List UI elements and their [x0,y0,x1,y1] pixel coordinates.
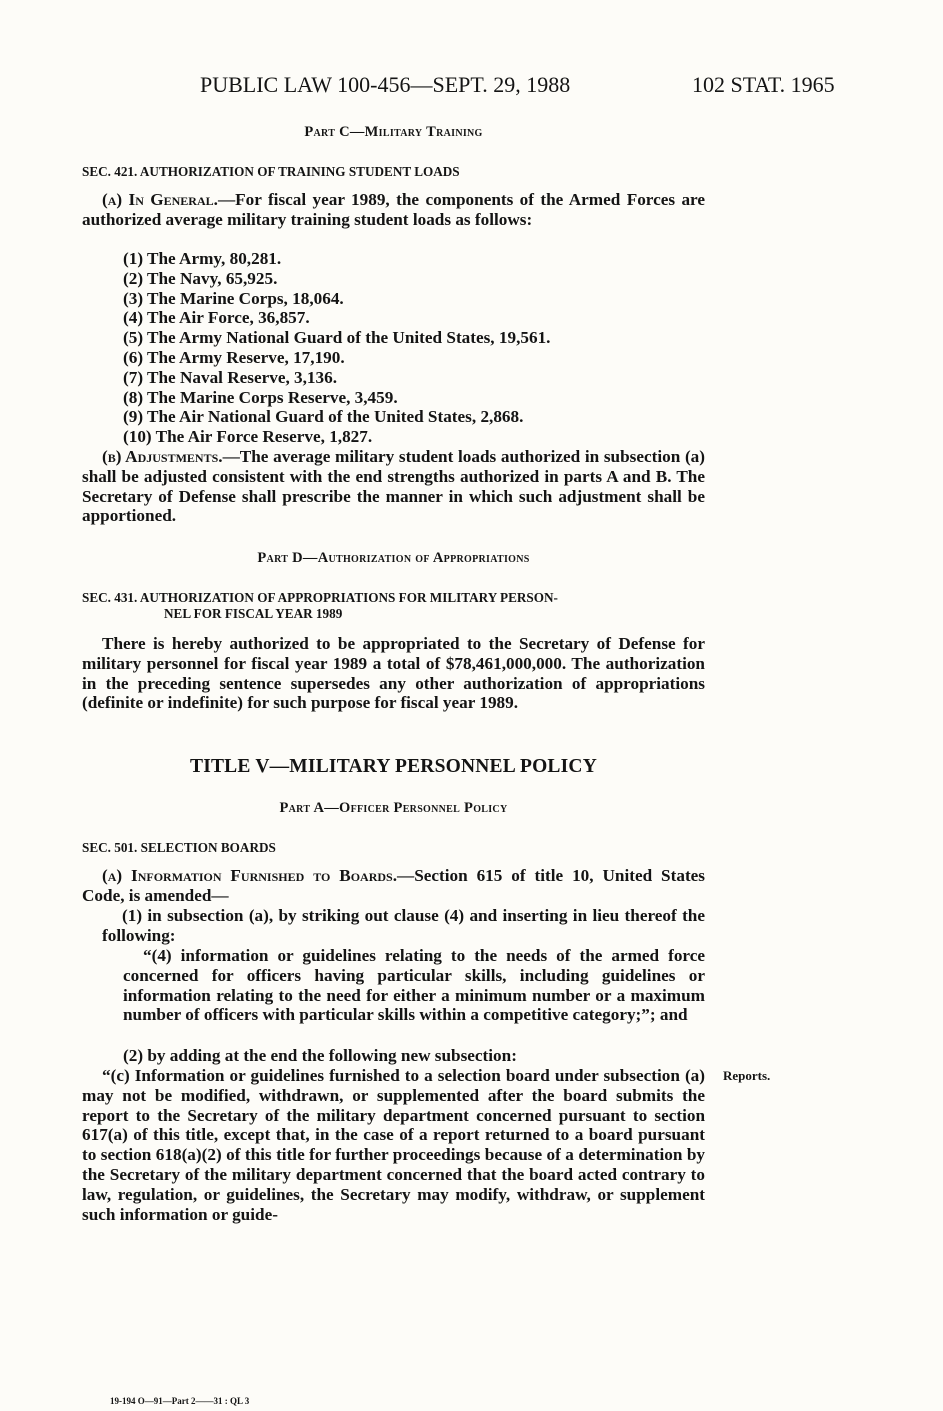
list-item: (4) The Air Force, 36,857. [123,308,310,328]
list-item: (1) The Army, 80,281. [123,249,282,268]
title-v-part-a-heading: Part A—Officer Personnel Policy [279,800,508,816]
list-item: (9) The Air National Guard of the United States, 2,868. [123,407,524,427]
part-c-heading: Part C—Military Training [304,124,483,140]
subsection-a-text: —Section 615 of title 10, United States Code, is amended— [82,866,705,905]
sec-431-paragraph: There is hereby authorized to be appropriated to the Secretary of Defense for military personnel for fiscal year 1989 a total of $78,461,000,000. The authorization in the preceding sentence supersedes any other authorization of appropriations (definite or indefinite) for such purpose for fiscal year 1989. [82,634,705,713]
list-item: (3) The Marine Corps, 18,064. [123,288,344,308]
page-stat-number: 102 STAT. 1965 [692,72,835,97]
student-loads-list [82,249,705,447]
sec-421-paragraph-b [82,447,705,526]
part-d-heading: Part D—Authorization of Appropriations [257,550,530,566]
margin-note-reports: Reports. [723,1068,771,1083]
subsection-a-label: (a) Information Furnished to Boards. [102,866,397,885]
printer-footer: 19-194 O—91—Part 2——31 : QL 3 [110,1396,250,1406]
list-item: (6) The Army Reserve, 17,190. [123,347,345,367]
running-head-title: PUBLIC LAW 100-456—SEPT. 29, 1988 [200,72,571,97]
quoted-clause-4: “(4) information or guidelines relating to the needs of the armed force concerned for officers having particular skills, including guidelines or information relating to the need for either a minimum number or a maximum number of officers with particular skills within a competitive category;”; and [123,946,705,1025]
subsection-b-label: (b) Adjustments. [102,447,223,466]
subsection-a-text: —For fiscal year 1989, the components of the Armed Forces are authorized average military training student loads as follows: [82,190,705,229]
amendment-item-2: (2) by adding at the end the following new subsection: [123,1046,517,1065]
list-item: (10) The Air Force Reserve, 1,827. [123,427,373,447]
title-v-heading: TITLE V—MILITARY PERSONNEL POLICY [189,756,597,777]
sec-421-paragraph-a [82,190,705,230]
list-item: (7) The Naval Reserve, 3,136. [123,367,338,387]
subsection-a-label: (a) In General. [102,190,218,209]
subsection-b-text: —The average military student loads authorized in subsection (a) shall be adjusted consistent with the end strengths authorized in parts A and B. The Secretary of Defense shall prescribe the manner in which such adjustment shall be apportioned. [82,447,705,526]
sec-421-heading: SEC. 421. AUTHORIZATION OF TRAINING STUDENT LOADS [82,164,460,179]
sec-501-paragraph-a [82,866,705,906]
list-item: (8) The Marine Corps Reserve, 3,459. [123,387,398,407]
list-item: (2) The Navy, 65,925. [123,268,278,288]
sec-431-heading: SEC. 431. AUTHORIZATION OF APPROPRIATIONS FOR MILITARY PERSON- NEL FOR FISCAL YEAR 1989 [82,590,558,621]
quoted-subsection-c: “(c) Information or guidelines furnished to a selection board under subsection (a) may not be modified, withdrawn, or supplemented after the board submits the report to the Secretary of the military department concerned pursuant to section 617(a) of this title, except that, in the case of a report returned to a board pursuant to section 618(a)(2) of this title for further proceedings because of a determination by the Secretary of the military department concerned that the board acted contrary to law, regulation, or guidelines, the Secretary may modify, withdraw, or supplement such information or guide- [82,1066,705,1224]
sec-501-heading: SEC. 501. SELECTION BOARDS [82,840,276,855]
list-item: (5) The Army National Guard of the United States, 19,561. [123,328,551,348]
amendment-item-1: (1) in subsection (a), by striking out clause (4) and inserting in lieu thereof the following: [102,906,705,945]
